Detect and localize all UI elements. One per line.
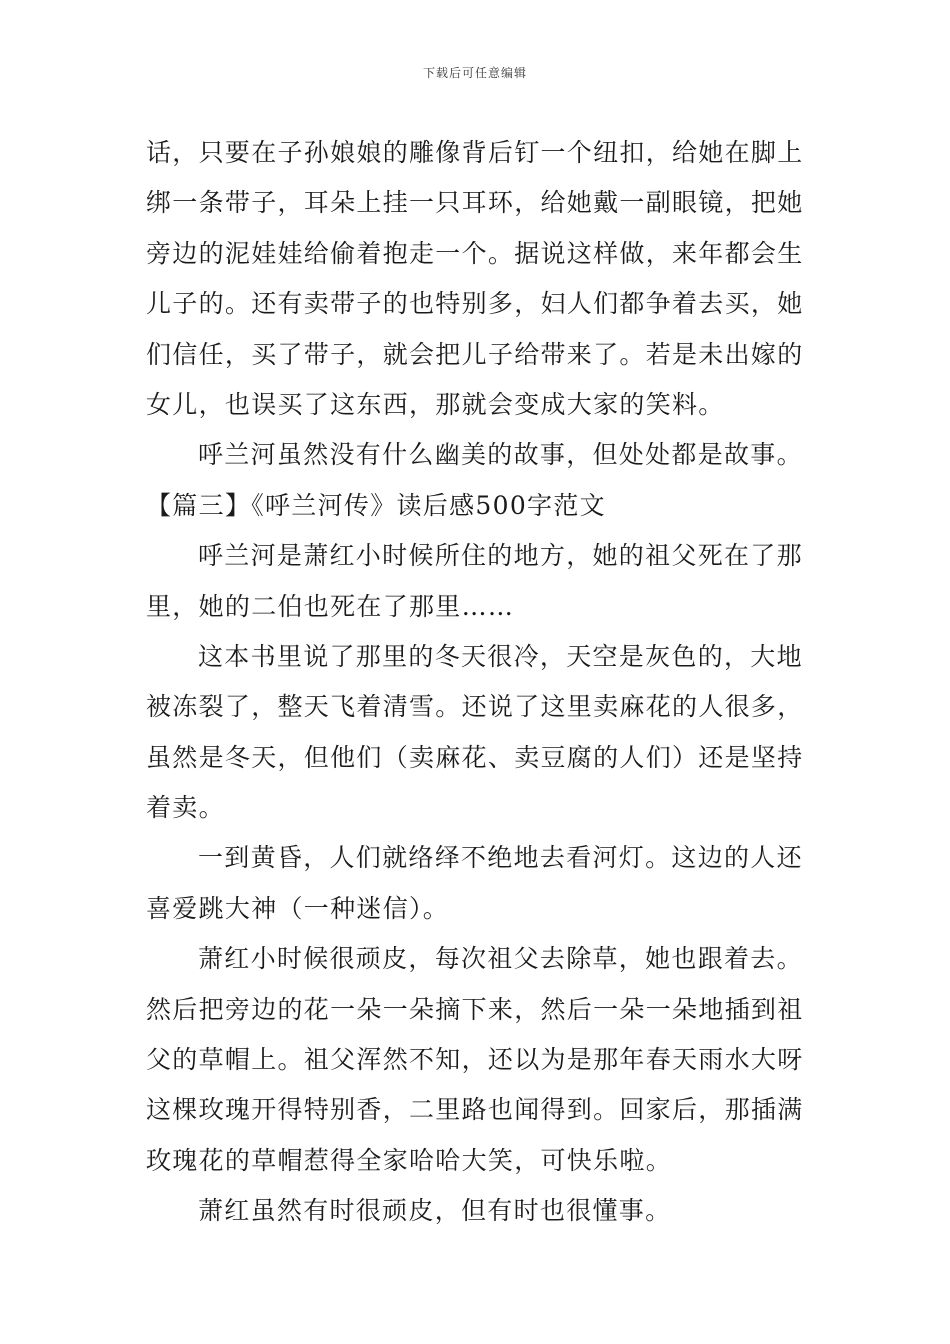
text-line: 被冻裂了，整天飞着清雪。还说了这里卖麻花的人很多，: [146, 692, 804, 722]
paragraph-start: 一到黄昏，人们就络绎不绝地去看河灯。这边的人还: [198, 843, 803, 873]
text-line: 着卖。: [146, 793, 225, 823]
text-line: 女儿，也误买了这东西，那就会变成大家的笑料。: [146, 389, 725, 419]
text-line: 绑一条带子，耳朵上挂一只耳环，给她戴一副眼镜，把她: [146, 188, 804, 218]
text-line: 喜爱跳大神（一种迷信）。: [146, 893, 450, 923]
text-line: 旁边的泥娃娃给偷着抱走一个。据说这样做，来年都会生: [146, 238, 804, 268]
text-line: 儿子的。还有卖带子的也特别多，妇人们都争着去买，她: [146, 289, 804, 319]
text-line: 里，她的二伯也死在了那里……: [146, 591, 515, 621]
section-heading: 【篇三】《呼兰河传》读后感500字范文: [146, 490, 606, 520]
text-line: 们信任，买了带子，就会把儿子给带来了。若是未出嫁的: [146, 339, 804, 369]
paragraph-start: 呼兰河虽然没有什么幽美的故事，但处处都是故事。: [198, 440, 803, 470]
page-header: 下载后可任意编辑: [422, 66, 527, 80]
paragraph-start: 萧红虽然有时很顽皮，但有时也很懂事。: [198, 1196, 672, 1226]
paragraph-start: 呼兰河是萧红小时候所住的地方，她的祖父死在了那: [198, 541, 803, 571]
text-line: 父的草帽上。祖父浑然不知，还以为是那年春天雨水大呀: [146, 1045, 804, 1075]
document-body: [146, 128, 808, 1237]
text-line: 虽然是冬天，但他们（卖麻花、卖豆腐的人们）还是坚持: [146, 742, 804, 772]
text-line: 话，只要在子孙娘娘的雕像背后钉一个纽扣，给她在脚上: [146, 138, 804, 167]
paragraph-start: 萧红小时候很顽皮，每次祖父去除草，她也跟着去。: [198, 944, 803, 974]
text-line: 然后把旁边的花一朵一朵摘下来，然后一朵一朵地插到祖: [146, 994, 804, 1024]
paragraph-start: 这本书里说了那里的冬天很冷，天空是灰色的，大地: [198, 641, 803, 671]
text-line: 玫瑰花的草帽惹得全家哈哈大笑，可快乐啦。: [146, 1145, 673, 1175]
text-line: 这棵玫瑰开得特别香，二里路也闻得到。回家后，那插满: [146, 1095, 804, 1125]
